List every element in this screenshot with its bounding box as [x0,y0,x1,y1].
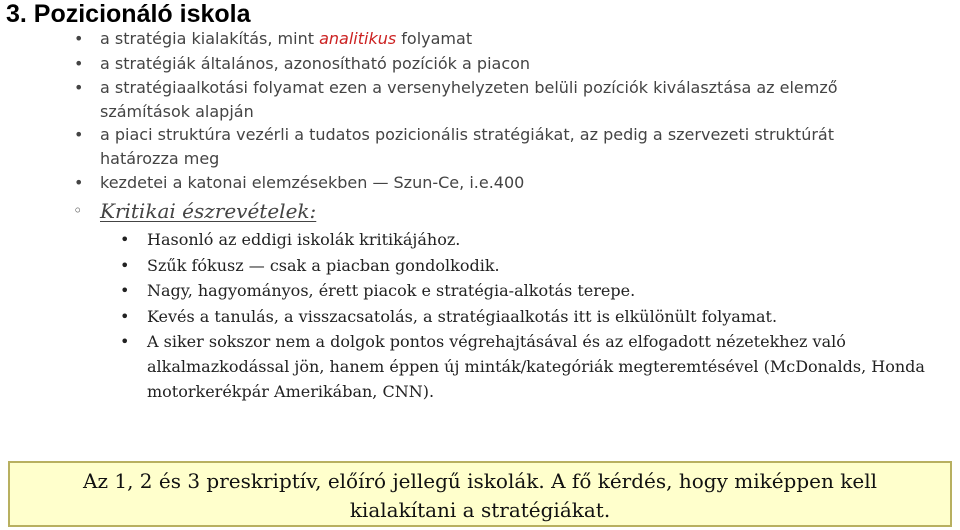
bullet-dot-icon: • [120,332,130,351]
list-item [74,52,950,76]
list-item-text: határozza meg [100,149,220,168]
emphasis-text: analitikus [319,29,397,48]
list-item [120,329,937,404]
bullet-dot-icon: • [74,173,84,192]
bullet-dot-icon: • [120,256,130,275]
list-item-text: Hasonló az eddigi iskolák kritikájához. [147,230,461,249]
bullet-dot-icon: • [120,230,130,249]
list-item-text: Nagy, hagyományos, érett piacok e stratégia-alkotás terepe. [147,281,636,300]
list-item-text: Kevés a tanulás, a visszacsatolás, a stratégiaalkotás itt is elkülönült folyamat. [147,307,778,326]
list-item-text: számítások alapján [100,102,254,121]
conclusion-text: kialakítani a stratégiákat. [349,498,611,522]
list-item [120,253,937,278]
list-item [120,304,937,329]
bullet-dot-icon: • [74,78,84,97]
bullet-dot-icon: • [120,281,130,300]
open-circle-icon: ◦ [73,201,83,220]
list-item-text: a stratégia kialakítás, mint [100,29,320,48]
list-item-text: a stratégiák általános, azonosítható pozíciók a piacon [100,54,531,73]
list-item-text: a piaci struktúra vezérli a tudatos pozicionális stratégiákat, az pedig a szervezeti struktúrát [100,125,834,144]
list-item [74,123,950,171]
bullet-dot-icon: • [74,125,84,144]
list-item [120,227,937,252]
list-item [74,171,950,195]
list-item-text: folyamat [396,29,473,48]
page-title: 3. Pozicionáló iskola [6,0,251,28]
bullet-dot-icon: • [120,307,130,326]
bullet-dot-icon: • [74,29,84,48]
critique-heading-text: Kritikai észrevételek: [100,199,317,223]
critique-heading [73,198,317,224]
list-item-text: Szűk fókusz — csak a piacban gondolkodik. [147,256,500,275]
conclusion-box [8,461,952,527]
list-item-text: A siker sokszor nem a dolgok pontos végrehajtásával és az elfogadott nézetekhez való alkalmazkodással jön, hanem éppen új minták/kategóriák megteremtésével (McDonalds, Honda motorkerékpár Amerikában, CNN). [147,332,925,401]
bullet-dot-icon: • [74,54,84,73]
list-item [74,76,950,124]
list-item-text: a stratégiaalkotási folyamat ezen a versenyhelyzeten belüli pozíciók kiválasztása az elemző [100,78,838,97]
list-item-text: kezdetei a katonai elemzésekben — Szun-Ce, i.e.400 [100,173,525,192]
conclusion-text: Az 1, 2 és 3 preskriptív, előíró jellegű iskolák. A fő kérdés, hogy miképpen kell [83,469,877,493]
list-item [120,278,937,303]
list-item [74,27,950,51]
